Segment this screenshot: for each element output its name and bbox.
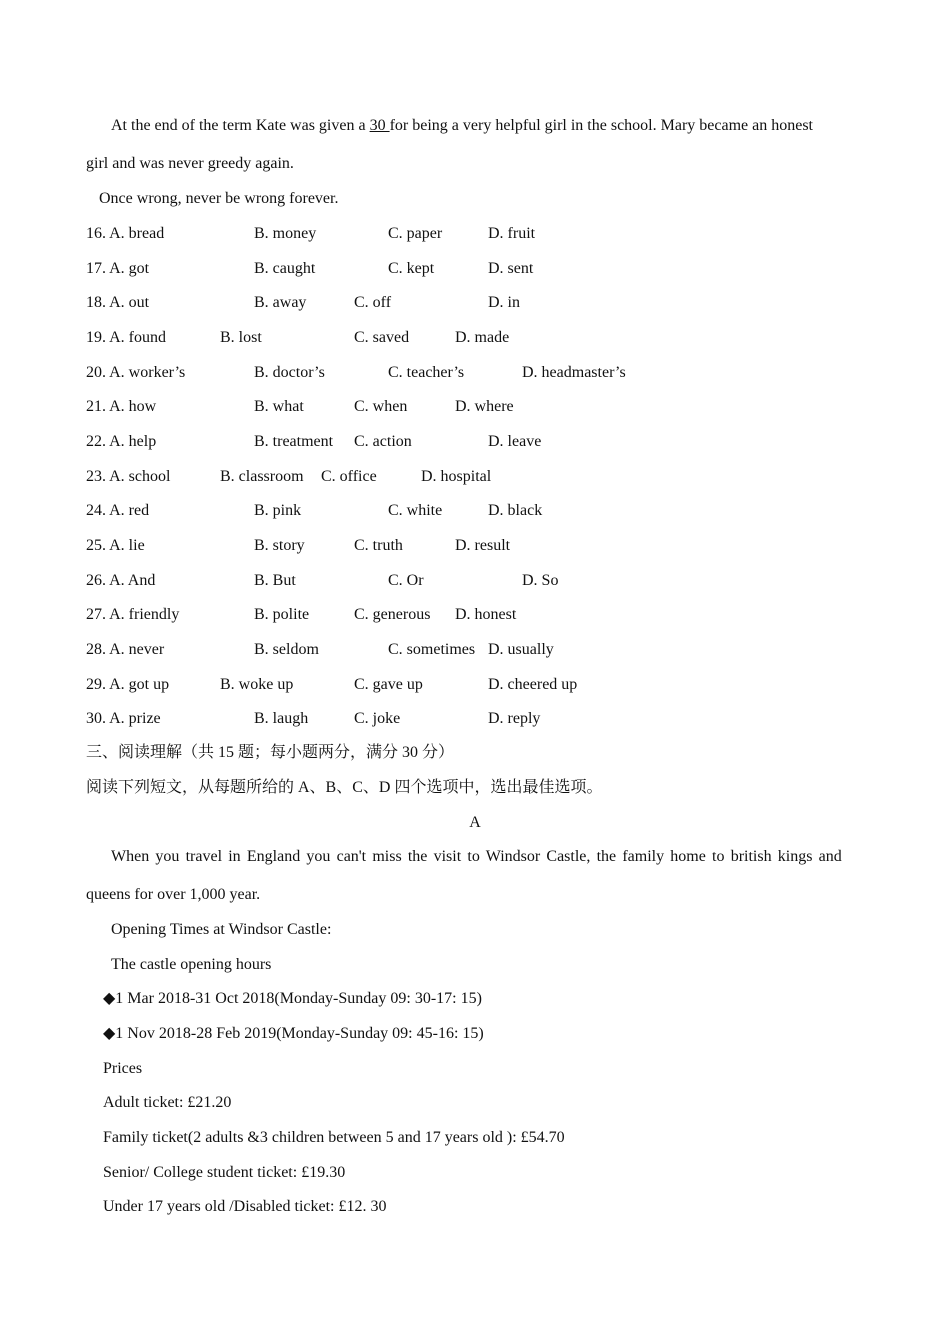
option-b: B. polite (254, 606, 310, 623)
option-c: C. sometimes (388, 641, 476, 658)
option-c: C. off (354, 294, 392, 311)
section-instruction: 阅读下列短文，从每题所给的 A、B、C、D 四个选项中，选出最佳选项。 (86, 779, 603, 796)
option-b: B. caught (254, 260, 316, 277)
option-b: B. seldom (254, 641, 319, 658)
option-d: D. honest (455, 606, 517, 623)
option-c: C. paper (388, 225, 443, 242)
option-d: D. leave (488, 433, 542, 450)
question-number: 24. (86, 502, 106, 519)
blank-30: 30 (369, 117, 390, 134)
price-item: Senior/ College student ticket: £19.30 (103, 1164, 346, 1181)
passage-line1 (111, 847, 864, 867)
option-d: D. fruit (488, 225, 536, 242)
option-a: A. how (109, 398, 157, 415)
option-d: D. in (488, 294, 520, 311)
opening-hours-title: The castle opening hours (111, 956, 272, 973)
question-number: 21. (86, 398, 106, 415)
option-c: C. office (321, 468, 377, 485)
question-number: 20. (86, 364, 106, 381)
option-c: C. Or (388, 572, 424, 589)
option-a: A. worker’s (109, 364, 186, 381)
option-c: C. saved (354, 329, 410, 346)
option-d: D. headmaster’s (522, 364, 626, 381)
intro-text-after: for being a very helpful girl in the school. Mary became an honest (389, 117, 813, 134)
option-d: D. black (488, 502, 543, 519)
option-b: B. laugh (254, 710, 309, 727)
option-c: C. gave up (354, 676, 423, 693)
option-a: A. help (109, 433, 157, 450)
passage-label: A (469, 814, 481, 831)
question-number: 18. (86, 294, 106, 311)
intro-paragraph-line2: girl and was never greedy again. (86, 155, 294, 172)
option-b: B. away (254, 294, 307, 311)
option-b: B. doctor’s (254, 364, 325, 381)
option-d: D. reply (488, 710, 541, 727)
option-c: C. joke (354, 710, 401, 727)
option-b: B. But (254, 572, 296, 589)
hours-item: ◆1 Nov 2018-28 Feb 2019(Monday-Sunday 09: 45-16: 15) (103, 1025, 484, 1042)
opening-times-title: Opening Times at Windsor Castle: (111, 921, 332, 938)
option-a: A. prize (109, 710, 161, 727)
option-a: A. out (109, 294, 150, 311)
question-number: 23. (86, 468, 106, 485)
option-c: C. truth (354, 537, 403, 554)
question-number: 27. (86, 606, 106, 623)
option-a: A. And (109, 572, 156, 589)
moral-line: Once wrong, never be wrong forever. (99, 190, 339, 207)
option-a: A. friendly (109, 606, 180, 623)
option-c: C. white (388, 502, 443, 519)
hours-item: ◆1 Mar 2018-31 Oct 2018(Monday-Sunday 09: 30-17: 15) (103, 990, 482, 1007)
option-b: B. what (254, 398, 304, 415)
option-b: B. classroom (220, 468, 304, 485)
option-b: B. story (254, 537, 305, 554)
question-number: 29. (86, 676, 106, 693)
option-b: B. money (254, 225, 317, 242)
question-number: 22. (86, 433, 106, 450)
price-item: Adult ticket: £21.20 (103, 1094, 232, 1111)
option-a: A. found (109, 329, 167, 346)
option-c: C. teacher’s (388, 364, 465, 381)
option-c: C. action (354, 433, 412, 450)
price-item: Under 17 years old /Disabled ticket: £12. 30 (103, 1198, 387, 1215)
price-item: Family ticket(2 adults &3 children between 5 and 17 years old ): £54.70 (103, 1129, 565, 1146)
option-a: A. got (109, 260, 150, 277)
question-number: 17. (86, 260, 106, 277)
question-number: 26. (86, 572, 106, 589)
option-a: A. got up (109, 676, 170, 693)
section-heading: 三、阅读理解（共 15 题；每小题两分，满分 30 分） (86, 744, 455, 761)
question-number: 30. (86, 710, 106, 727)
option-d: D. made (455, 329, 510, 346)
question-number: 19. (86, 329, 106, 346)
option-d: D. sent (488, 260, 534, 277)
option-b: B. pink (254, 502, 302, 519)
option-d: D. usually (488, 641, 554, 658)
intro-paragraph-line1 (111, 116, 864, 136)
prices-title: Prices (103, 1060, 143, 1077)
option-c: C. kept (388, 260, 435, 277)
question-number: 25. (86, 537, 106, 554)
option-a: A. bread (109, 225, 165, 242)
option-a: A. school (109, 468, 171, 485)
question-number: 28. (86, 641, 106, 658)
option-b: B. lost (220, 329, 262, 346)
option-d: D. hospital (421, 468, 492, 485)
passage-line2: queens for over 1,000 year. (86, 886, 261, 903)
option-c: C. when (354, 398, 408, 415)
intro-text-before: At the end of the term Kate was given a (111, 117, 370, 134)
option-d: D. where (455, 398, 514, 415)
option-d: D. result (455, 537, 511, 554)
option-b: B. woke up (220, 676, 294, 693)
option-c: C. generous (354, 606, 431, 623)
option-d: D. cheered up (488, 676, 578, 693)
option-a: A. lie (109, 537, 145, 554)
question-number: 16. (86, 225, 106, 242)
option-a: A. red (109, 502, 150, 519)
passage-line1-text: When you travel in England you can't miss the visit to Windsor Castle, the family home to british kings and (111, 848, 842, 865)
option-a: A. never (109, 641, 165, 658)
option-b: B. treatment (254, 433, 334, 450)
option-d: D. So (522, 572, 559, 589)
